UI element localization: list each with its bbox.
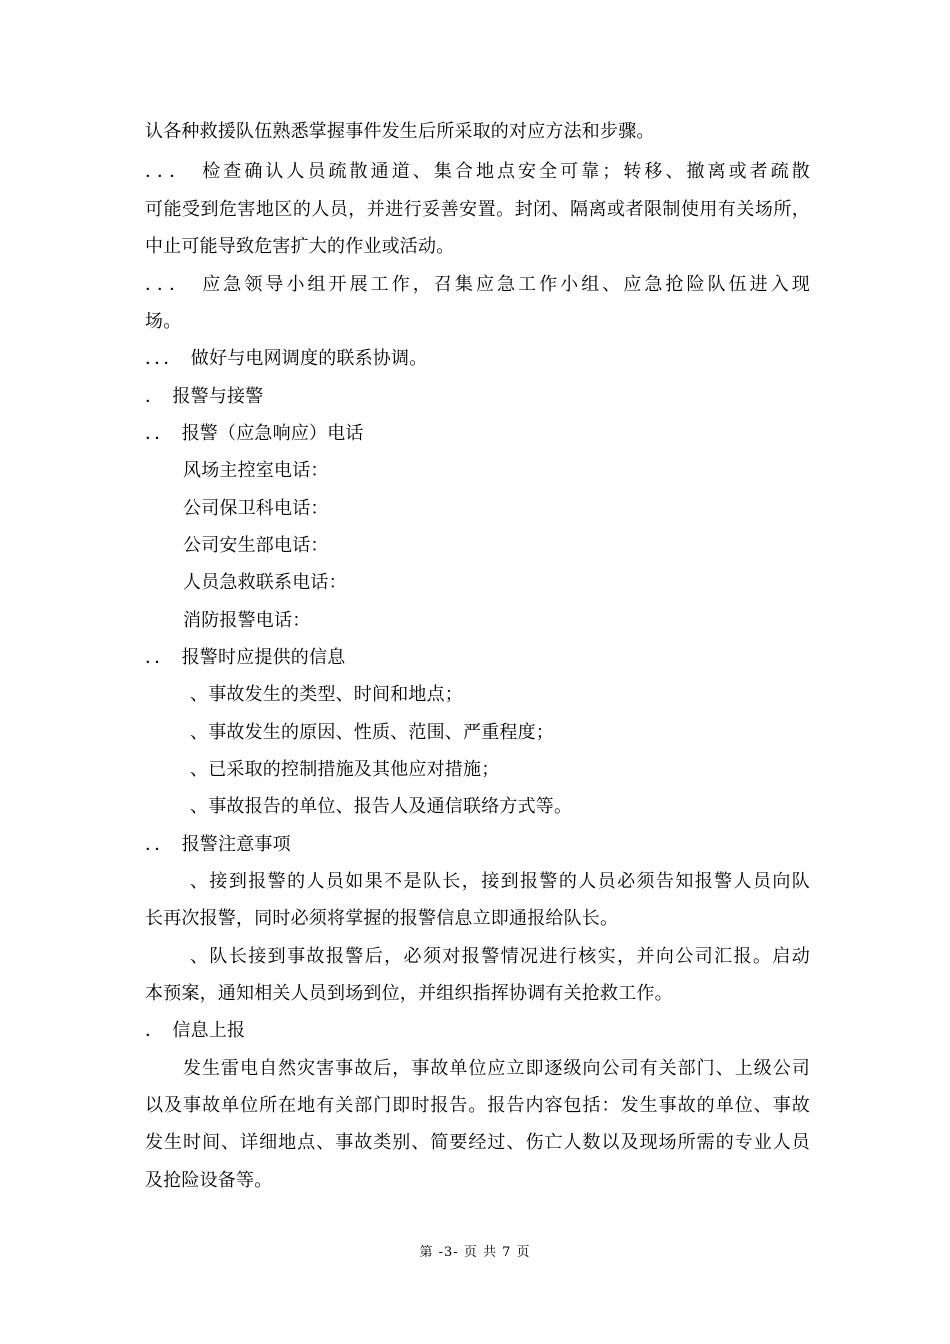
paragraph-line: 认各种救援队伍熟悉掌握事件发生后所采取的对应方法和步骤。 — [145, 121, 655, 142]
section-heading: ． 信息上报 — [145, 1020, 246, 1041]
subsection-heading: ．． 报警时应提供的信息 — [145, 647, 346, 668]
paragraph-line: 场。 — [145, 311, 182, 332]
paragraph-line: 以及事故单位所在地有关部门即时报告。报告内容包括：发生事故的单位、事故 — [145, 1095, 810, 1116]
list-item: 、事故报告的单位、报告人及通信联络方式等。 — [190, 796, 573, 817]
list-item: 、事故发生的类型、时间和地点； — [190, 684, 463, 705]
phone-line: 公司安生部电话： — [183, 535, 329, 556]
paragraph-line: ．．． 应急领导小组开展工作，召集应急工作小组、应急抢险队伍进入现 — [145, 274, 810, 295]
paragraph-line: 本预案，通知相关人员到场到位，并组织指挥协调有关抢救工作。 — [145, 983, 673, 1004]
list-item: 、已采取的控制措施及其他应对措施； — [190, 759, 500, 780]
phone-line: 风场主控室电话： — [183, 460, 329, 481]
list-item: 、事故发生的原因、性质、范围、严重程度； — [190, 722, 554, 743]
subsection-heading: ．． 报警（应急响应）电话 — [145, 423, 364, 444]
subsection-heading: ．． 报警注意事项 — [145, 834, 291, 855]
paragraph-line: 、接到报警的人员如果不是队长，接到报警的人员必须告知报警人员向队 — [190, 871, 810, 892]
paragraph-line: ．．． 检查确认人员疏散通道、集合地点安全可靠；转移、撤离或者疏散 — [145, 161, 810, 182]
paragraph-line: 发生时间、详细地点、事故类别、简要经过、伤亡人数以及现场所需的专业人员 — [145, 1132, 810, 1153]
paragraph-line: 、队长接到事故报警后，必须对报警情况进行核实，并向公司汇报。启动 — [190, 946, 810, 967]
phone-line: 人员急救联系电话： — [183, 572, 347, 593]
paragraph-line: 长再次报警，同时必须将掌握的报警信息立即通报给队长。 — [145, 908, 619, 929]
paragraph-line: 可能受到危害地区的人员，并进行妥善安置。封闭、隔离或者限制使用有关场所， — [145, 199, 810, 220]
phone-line: 消防报警电话： — [183, 610, 311, 631]
paragraph-line: ．．． 做好与电网调度的联系协调。 — [145, 348, 428, 369]
paragraph-line: 及抢险设备等。 — [145, 1170, 273, 1191]
section-heading: ． 报警与接警 — [145, 386, 264, 407]
phone-line: 公司保卫科电话： — [183, 498, 329, 519]
paragraph-line: 中止可能导致危害扩大的作业或活动。 — [145, 236, 455, 257]
paragraph-line: 发生雷电自然灾害事故后，事故单位应立即逐级向公司有关部门、上级公司 — [183, 1058, 810, 1079]
page-footer: 第 -3- 页 共 7 页 — [419, 1245, 531, 1260]
